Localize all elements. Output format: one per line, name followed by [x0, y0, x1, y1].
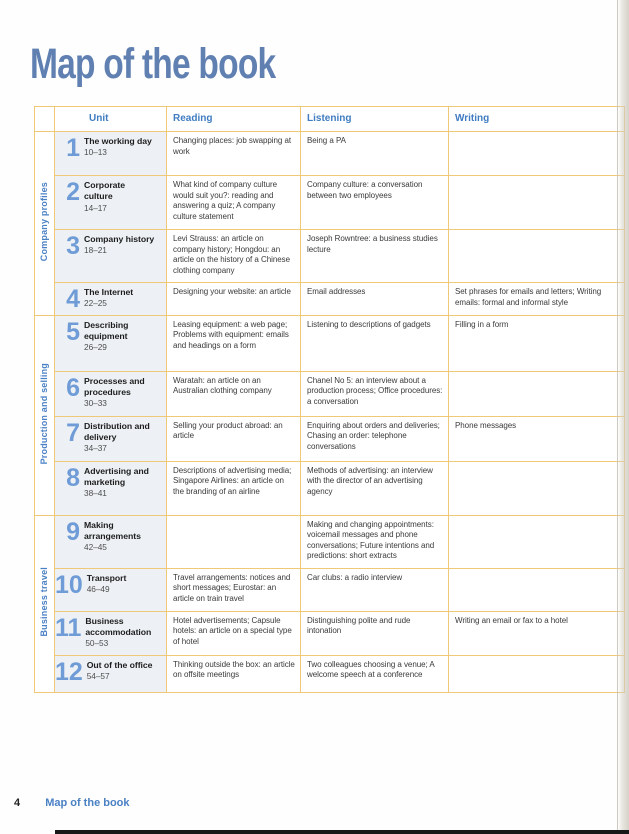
- footer-page-number: 4: [14, 797, 21, 809]
- reading-cell: Waratah: an article on an Australian clothing company: [167, 371, 301, 416]
- unit-title: Processes and procedures: [84, 375, 145, 398]
- unit-pages: 30–33: [84, 398, 107, 409]
- unit-cell: [55, 230, 167, 283]
- unit-title: The Internet: [84, 287, 134, 297]
- unit-number: 3: [66, 232, 80, 260]
- unit-cell: [55, 461, 167, 515]
- unit-title: Advertising and marketing: [84, 465, 149, 488]
- writing-cell: Filling in a form: [449, 315, 625, 371]
- syllabus-table: [34, 106, 625, 693]
- unit-title: Company history: [84, 234, 155, 244]
- unit-title: Describing equipment: [84, 319, 129, 342]
- group-label-text: Company profiles: [38, 181, 49, 262]
- unit-number: 8: [66, 463, 80, 492]
- unit-number: 6: [66, 373, 80, 402]
- group-label-business-travel: [35, 515, 55, 692]
- unit-title: The working day: [84, 136, 152, 146]
- header-row: [35, 107, 625, 132]
- col-header-writing: Writing: [449, 107, 625, 132]
- unit-title: Distribution and delivery: [84, 420, 150, 443]
- listening-cell: Car clubs: a radio interview: [301, 568, 449, 611]
- unit-cell: [55, 176, 167, 230]
- unit-cell: [55, 611, 167, 655]
- unit-number: 4: [66, 285, 80, 313]
- page-title: Map of the book: [30, 40, 276, 88]
- table-row: [35, 461, 625, 515]
- unit-pages: 50–53: [85, 638, 109, 649]
- table-row: [35, 176, 625, 230]
- listening-cell: Company culture: a conversation between two employees: [301, 176, 449, 230]
- listening-cell: Chanel No 5: an interview about a production process; Office procedures: a conversation: [301, 371, 449, 416]
- scan-bottom-edge: [55, 830, 629, 834]
- writing-cell: Set phrases for emails and letters; Writing emails: formal and informal style: [449, 283, 625, 316]
- writing-cell: Writing an email or fax to a hotel: [449, 611, 625, 655]
- unit-number: 1: [66, 134, 80, 162]
- listening-cell: Enquiring about orders and deliveries; Chasing an order: telephone conversations: [301, 416, 449, 461]
- unit-number: 2: [66, 178, 80, 206]
- unit-pages: 38–41: [84, 488, 107, 499]
- unit-pages: 10–13: [84, 147, 107, 158]
- group-label-production-and-selling: [35, 315, 55, 515]
- listening-cell: Email addresses: [301, 283, 449, 316]
- unit-cell: [55, 283, 167, 316]
- table-row: [35, 611, 625, 655]
- table-body: [35, 132, 625, 693]
- unit-title: Transport: [86, 572, 127, 583]
- table-row: [35, 568, 625, 611]
- unit-title: Business accommodation: [85, 615, 152, 638]
- col-header-group: [35, 107, 55, 132]
- unit-pages: 14–17: [84, 202, 107, 213]
- reading-cell: [167, 515, 301, 568]
- unit-cell: [55, 515, 167, 568]
- writing-cell: [449, 515, 625, 568]
- group-label-text: Production and selling: [38, 362, 49, 465]
- reading-cell: Changing places: job swapping at work: [167, 132, 301, 176]
- col-header-listening: Listening: [301, 107, 449, 132]
- writing-cell: [449, 132, 625, 176]
- listening-cell: Distinguishing polite and rude intonation: [301, 611, 449, 655]
- page-footer: [14, 797, 130, 809]
- unit-pages: 34–37: [84, 443, 107, 454]
- reading-cell: Designing your website: an article: [167, 283, 301, 316]
- unit-number: 9: [66, 517, 80, 546]
- listening-cell: Being a PA: [301, 132, 449, 176]
- unit-number: 7: [66, 418, 80, 447]
- table-row: [35, 283, 625, 316]
- listening-cell: Making and changing appointments: voicemail messages and phone conversations; Future intentions and predictions: short extracts: [301, 515, 449, 568]
- group-label-text: Business travel: [38, 567, 49, 637]
- unit-cell: [55, 371, 167, 416]
- map-of-book-table: [34, 106, 625, 693]
- group-label-company-profiles: [35, 132, 55, 316]
- reading-cell: Levi Strauss: an article on company history; Hongdou: an article on the history of a Chinese clothing company: [167, 230, 301, 283]
- writing-cell: [449, 230, 625, 283]
- reading-cell: Thinking outside the box: an article on offsite meetings: [167, 655, 301, 692]
- unit-cell: [55, 315, 167, 371]
- unit-title: Out of the office: [86, 659, 153, 670]
- col-header-unit: Unit: [55, 107, 167, 132]
- unit-cell: [55, 655, 167, 692]
- reading-cell: What kind of company culture would suit you?: reading and answering a quiz; A company culture statement: [167, 176, 301, 230]
- table-row: [35, 371, 625, 416]
- unit-number: 10: [55, 570, 83, 599]
- unit-cell: [55, 132, 167, 176]
- reading-cell: Hotel advertisements; Capsule hotels: an article on a special type of hotel: [167, 611, 301, 655]
- unit-title: Corporate culture: [84, 180, 126, 202]
- table-row: [35, 315, 625, 371]
- unit-pages: 46–49: [86, 584, 110, 595]
- writing-cell: [449, 176, 625, 230]
- listening-cell: Methods of advertising: an interview with the director of an advertising agency: [301, 461, 449, 515]
- footer-label: Map of the book: [45, 797, 130, 809]
- table-row: [35, 655, 625, 692]
- writing-cell: [449, 461, 625, 515]
- unit-pages: 42–45: [84, 542, 107, 553]
- reading-cell: Leasing equipment: a web page; Problems with equipment: emails and headings on a form: [167, 315, 301, 371]
- reading-cell: Selling your product abroad: an article: [167, 416, 301, 461]
- unit-pages: 26–29: [84, 342, 107, 353]
- unit-number: 12: [55, 657, 83, 686]
- writing-cell: Phone messages: [449, 416, 625, 461]
- writing-cell: [449, 371, 625, 416]
- reading-cell: Travel arrangements: notices and short messages; Eurostar: an article on train travel: [167, 568, 301, 611]
- unit-number: 11: [55, 613, 82, 642]
- listening-cell: Listening to descriptions of gadgets: [301, 315, 449, 371]
- unit-pages: 22–25: [84, 298, 107, 309]
- table-row: [35, 230, 625, 283]
- unit-number: 5: [66, 317, 80, 346]
- col-header-reading: Reading: [167, 107, 301, 132]
- reading-cell: Descriptions of advertising media; Singapore Airlines: an article on the branding of an airline: [167, 461, 301, 515]
- unit-title: Making arrangements: [84, 519, 141, 542]
- writing-cell: [449, 568, 625, 611]
- table-row: [35, 132, 625, 176]
- table-row: [35, 416, 625, 461]
- listening-cell: Joseph Rowntree: a business studies lecture: [301, 230, 449, 283]
- unit-pages: 18–21: [84, 245, 107, 256]
- table-row: [35, 515, 625, 568]
- unit-cell: [55, 416, 167, 461]
- writing-cell: [449, 655, 625, 692]
- unit-pages: 54–57: [86, 671, 110, 682]
- listening-cell: Two colleagues choosing a venue; A welcome speech at a conference: [301, 655, 449, 692]
- unit-cell: [55, 568, 167, 611]
